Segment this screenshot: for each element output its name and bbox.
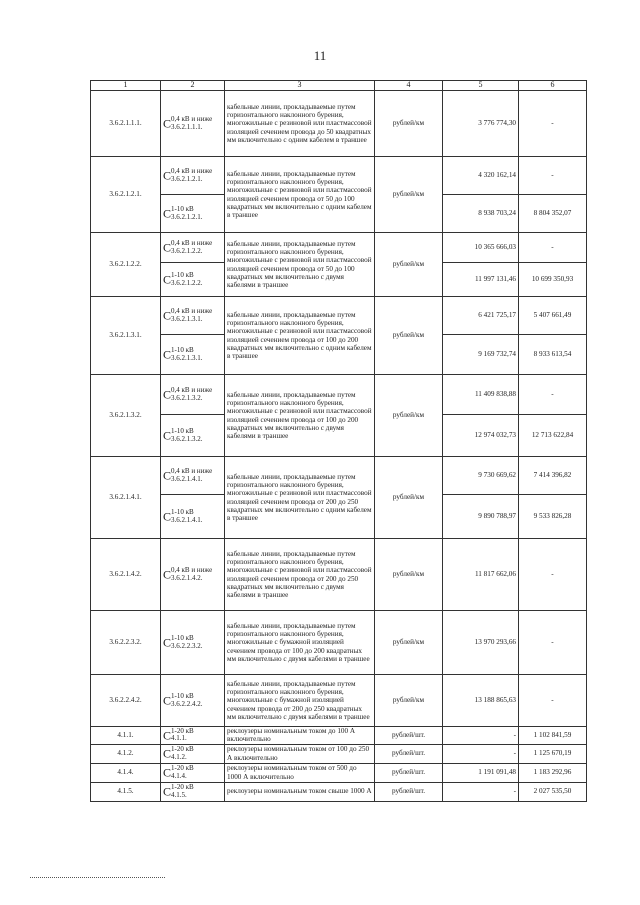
voltage-label: 1-20 кВ bbox=[171, 726, 194, 735]
description: реклоузеры номинальным током от 100 до 250 А включительно bbox=[225, 744, 375, 763]
price-col5: 11 409 838,88 bbox=[443, 375, 519, 415]
item-code: 4.1.5. bbox=[91, 782, 161, 801]
voltage-subscript: 3.6.2.1.3.2. bbox=[171, 393, 203, 402]
header-cell: 3 bbox=[225, 81, 375, 91]
table-row bbox=[91, 233, 587, 263]
tariff-table bbox=[90, 80, 587, 802]
c-symbol: C bbox=[163, 784, 172, 799]
voltage-subscript: 4.1.1. bbox=[171, 734, 187, 743]
unit: рублей/км bbox=[375, 157, 443, 233]
voltage-label: 1-20 кВ bbox=[171, 783, 194, 792]
header-cell: 2 bbox=[161, 81, 225, 91]
price-col5: 12 974 032,73 bbox=[443, 415, 519, 457]
voltage-subscript: 3.6.2.2.4.2. bbox=[171, 699, 203, 708]
unit: рублей/км bbox=[375, 675, 443, 727]
price-col6: 1 183 292,96 bbox=[519, 763, 587, 782]
voltage-subscript: 3.6.2.2.3.2. bbox=[171, 641, 203, 650]
voltage-label: 1-10 кВ bbox=[171, 346, 194, 354]
voltage-cell bbox=[161, 539, 225, 611]
price-col5: 4 320 162,14 bbox=[443, 157, 519, 195]
description: кабельные линии, прокладываемые путем горизонтального наклонного бурения, многожильные с бумажной изоляцией сечением провода от 200 до 250 квадратных мм включительно с двумя кабелями в траншее bbox=[225, 675, 375, 727]
description: кабельные линии, прокладываемые путем горизонтального наклонного бурения, многожильные с резиновой или пластмассовой изоляцией сечением провода от 100 до 200 квадратных мм включительно с двумя кабелями в траншее bbox=[225, 375, 375, 457]
price-col6: 9 533 826,28 bbox=[519, 495, 587, 539]
table-row bbox=[91, 457, 587, 495]
price-col5: 9 730 669,62 bbox=[443, 457, 519, 495]
price-col6: - bbox=[519, 611, 587, 675]
price-col5: 11 817 662,06 bbox=[443, 539, 519, 611]
unit: рублей/шт. bbox=[375, 727, 443, 745]
c-symbol: C bbox=[163, 206, 172, 221]
unit: рублей/км bbox=[375, 91, 443, 157]
voltage-label: 1-10 кВ bbox=[171, 205, 194, 213]
price-col5: 9 169 732,74 bbox=[443, 335, 519, 375]
price-col5: 6 421 725,17 bbox=[443, 297, 519, 335]
item-code: 4.1.1. bbox=[91, 727, 161, 745]
voltage-label: 0,4 кВ и ниже bbox=[171, 115, 213, 123]
voltage-subscript: 3.6.2.1.2.1. bbox=[171, 174, 203, 183]
voltage-label: 1-10 кВ bbox=[171, 427, 194, 435]
item-code: 3.6.2.1.3.2. bbox=[91, 375, 161, 457]
item-code: 3.6.2.1.4.1. bbox=[91, 457, 161, 539]
voltage-cell bbox=[161, 727, 225, 745]
c-symbol: C bbox=[163, 387, 172, 402]
description: кабельные линии, прокладываемые путем горизонтального наклонного бурения, многожильные с резиновой или пластмассовой изоляцией сечением провода от 50 до 100 квадратных мм включительно с двумя кабелями в траншее bbox=[225, 233, 375, 297]
unit: рублей/км bbox=[375, 457, 443, 539]
item-code: 4.1.4. bbox=[91, 763, 161, 782]
price-col5: 10 365 666,03 bbox=[443, 233, 519, 263]
table-row bbox=[91, 91, 587, 157]
footer-separator bbox=[30, 877, 165, 878]
price-col6: 12 713 622,84 bbox=[519, 415, 587, 457]
voltage-subscript: 3.6.2.1.2.2. bbox=[171, 278, 203, 287]
price-col6: 2 027 535,50 bbox=[519, 782, 587, 801]
voltage-label: 0,4 кВ и ниже bbox=[171, 307, 213, 315]
price-col6: 7 414 396,82 bbox=[519, 457, 587, 495]
table-row bbox=[91, 375, 587, 415]
price-col6: 8 933 613,54 bbox=[519, 335, 587, 375]
item-code: 3.6.2.1.3.1. bbox=[91, 297, 161, 375]
voltage-subscript: 3.6.2.1.4.1. bbox=[171, 515, 203, 524]
c-symbol: C bbox=[163, 468, 172, 483]
voltage-label: 1-20 кВ bbox=[171, 764, 194, 773]
price-col5: 3 776 774,30 bbox=[443, 91, 519, 157]
c-symbol: C bbox=[163, 509, 172, 524]
voltage-cell bbox=[161, 157, 225, 195]
c-symbol: C bbox=[163, 428, 172, 443]
voltage-cell bbox=[161, 195, 225, 233]
c-symbol: C bbox=[163, 693, 172, 708]
voltage-label: 0,4 кВ и ниже bbox=[171, 566, 213, 574]
voltage-subscript: 3.6.2.1.3.2. bbox=[171, 434, 203, 443]
description: кабельные линии, прокладываемые путем горизонтального наклонного бурения, многожильные с резиновой или пластмассовой изоляцией сечением провода от 200 до 250 квадратных мм включительно с двумя кабелями в траншее bbox=[225, 539, 375, 611]
table-row bbox=[91, 157, 587, 195]
price-col5: - bbox=[443, 782, 519, 801]
c-symbol: C bbox=[163, 635, 172, 650]
c-symbol: C bbox=[163, 308, 172, 323]
description: кабельные линии, прокладываемые путем горизонтального наклонного бурения, многожильные с резиновой или пластмассовой изоляцией сечением провода от 200 до 250 квадратных мм включительно с одним кабелем в траншее bbox=[225, 457, 375, 539]
item-code: 4.1.2. bbox=[91, 744, 161, 763]
voltage-label: 0,4 кВ и ниже bbox=[171, 167, 213, 175]
voltage-label: 1-10 кВ bbox=[171, 692, 194, 700]
table-row bbox=[91, 782, 587, 801]
price-col5: 11 997 131,46 bbox=[443, 263, 519, 297]
price-col5: 13 970 293,66 bbox=[443, 611, 519, 675]
description: кабельные линии, прокладываемые путем горизонтального наклонного бурения, многожильные с резиновой или пластмассовой изоляцией сечением провода до 50 квадратных мм включительно с одним кабелем в траншее bbox=[225, 91, 375, 157]
description: реклоузеры номинальным током от 500 до 1000 А включительно bbox=[225, 763, 375, 782]
voltage-subscript: 3.6.2.1.3.1. bbox=[171, 314, 203, 323]
c-symbol: C bbox=[163, 567, 172, 582]
voltage-cell bbox=[161, 91, 225, 157]
c-symbol: C bbox=[163, 746, 172, 761]
voltage-label: 1-10 кВ bbox=[171, 634, 194, 642]
voltage-label: 0,4 кВ и ниже bbox=[171, 467, 213, 475]
item-code: 3.6.2.1.1.1. bbox=[91, 91, 161, 157]
header-cell: 6 bbox=[519, 81, 587, 91]
voltage-cell bbox=[161, 744, 225, 763]
voltage-label: 0,4 кВ и ниже bbox=[171, 239, 213, 247]
price-col6: - bbox=[519, 539, 587, 611]
c-symbol: C bbox=[163, 347, 172, 362]
unit: рублей/км bbox=[375, 233, 443, 297]
voltage-subscript: 4.1.2. bbox=[171, 752, 187, 761]
c-symbol: C bbox=[163, 116, 172, 131]
price-col6: 1 125 670,19 bbox=[519, 744, 587, 763]
table-row bbox=[91, 744, 587, 763]
price-col5: 13 188 865,63 bbox=[443, 675, 519, 727]
table-row bbox=[91, 611, 587, 675]
voltage-cell bbox=[161, 675, 225, 727]
price-col6: - bbox=[519, 675, 587, 727]
header-row bbox=[91, 81, 587, 91]
voltage-cell bbox=[161, 782, 225, 801]
voltage-cell bbox=[161, 335, 225, 375]
item-code: 3.6.2.1.2.1. bbox=[91, 157, 161, 233]
voltage-label: 1-20 кВ bbox=[171, 745, 194, 754]
voltage-subscript: 4.1.4. bbox=[171, 771, 187, 780]
table-row bbox=[91, 675, 587, 727]
price-col6: 8 804 352,07 bbox=[519, 195, 587, 233]
c-symbol: C bbox=[163, 765, 172, 780]
unit: рублей/км bbox=[375, 539, 443, 611]
voltage-subscript: 3.6.2.1.2.2. bbox=[171, 246, 203, 255]
unit: рублей/шт. bbox=[375, 782, 443, 801]
price-col6: - bbox=[519, 233, 587, 263]
price-col6: - bbox=[519, 375, 587, 415]
voltage-subscript: 3.6.2.1.2.1. bbox=[171, 212, 203, 221]
price-col6: - bbox=[519, 91, 587, 157]
c-symbol: C bbox=[163, 728, 172, 743]
unit: рублей/шт. bbox=[375, 763, 443, 782]
voltage-cell bbox=[161, 263, 225, 297]
price-col5: 9 890 788,97 bbox=[443, 495, 519, 539]
table-row bbox=[91, 297, 587, 335]
item-code: 3.6.2.2.3.2. bbox=[91, 611, 161, 675]
header-cell: 5 bbox=[443, 81, 519, 91]
description: реклоузеры номинальным током до 100 А включительно bbox=[225, 727, 375, 745]
c-symbol: C bbox=[163, 168, 172, 183]
voltage-cell bbox=[161, 763, 225, 782]
description: кабельные линии, прокладываемые путем горизонтального наклонного бурения, многожильные с бумажной изоляцией сечением провода от 100 до 200 квадратных мм включительно с двумя кабелями в траншее bbox=[225, 611, 375, 675]
table-row bbox=[91, 539, 587, 611]
page-number: 11 bbox=[313, 48, 327, 63]
voltage-cell bbox=[161, 375, 225, 415]
item-code: 3.6.2.2.4.2. bbox=[91, 675, 161, 727]
c-symbol: C bbox=[163, 240, 172, 255]
price-col6: 5 407 661,49 bbox=[519, 297, 587, 335]
header-cell: 1 bbox=[91, 81, 161, 91]
price-col6: - bbox=[519, 157, 587, 195]
voltage-cell bbox=[161, 495, 225, 539]
voltage-cell bbox=[161, 457, 225, 495]
description: реклоузеры номинальным током свыше 1000 А bbox=[225, 782, 375, 801]
header-cell: 4 bbox=[375, 81, 443, 91]
price-col5: - bbox=[443, 744, 519, 763]
voltage-cell bbox=[161, 415, 225, 457]
item-code: 3.6.2.1.2.2. bbox=[91, 233, 161, 297]
price-col5: 8 938 703,24 bbox=[443, 195, 519, 233]
voltage-subscript: 3.6.2.1.4.1. bbox=[171, 474, 203, 483]
price-col5: 1 191 091,48 bbox=[443, 763, 519, 782]
unit: рублей/км bbox=[375, 611, 443, 675]
price-col5: - bbox=[443, 727, 519, 745]
voltage-cell bbox=[161, 233, 225, 263]
table-row bbox=[91, 727, 587, 745]
voltage-label: 1-10 кВ bbox=[171, 508, 194, 516]
table-row bbox=[91, 763, 587, 782]
unit: рублей/км bbox=[375, 297, 443, 375]
voltage-subscript: 3.6.2.1.1.1. bbox=[171, 122, 203, 131]
description: кабельные линии, прокладываемые путем горизонтального наклонного бурения, многожильные с резиновой или пластмассовой изоляцией сечением провода от 50 до 100 квадратных мм включительно с одним кабелем в траншее bbox=[225, 157, 375, 233]
price-col6: 10 699 350,93 bbox=[519, 263, 587, 297]
unit: рублей/км bbox=[375, 375, 443, 457]
voltage-label: 1-10 кВ bbox=[171, 271, 194, 279]
voltage-label: 0,4 кВ и ниже bbox=[171, 386, 213, 394]
description: кабельные линии, прокладываемые путем горизонтального наклонного бурения, многожильные с резиновой или пластмассовой изоляцией сечением провода от 100 до 200 квадратных мм включительно с одним кабелем в траншее bbox=[225, 297, 375, 375]
voltage-cell bbox=[161, 297, 225, 335]
price-col6: 1 102 841,59 bbox=[519, 727, 587, 745]
item-code: 3.6.2.1.4.2. bbox=[91, 539, 161, 611]
voltage-subscript: 3.6.2.1.4.2. bbox=[171, 573, 203, 582]
unit: рублей/шт. bbox=[375, 744, 443, 763]
voltage-subscript: 4.1.5. bbox=[171, 790, 187, 799]
c-symbol: C bbox=[163, 272, 172, 287]
voltage-subscript: 3.6.2.1.3.1. bbox=[171, 353, 203, 362]
voltage-cell bbox=[161, 611, 225, 675]
